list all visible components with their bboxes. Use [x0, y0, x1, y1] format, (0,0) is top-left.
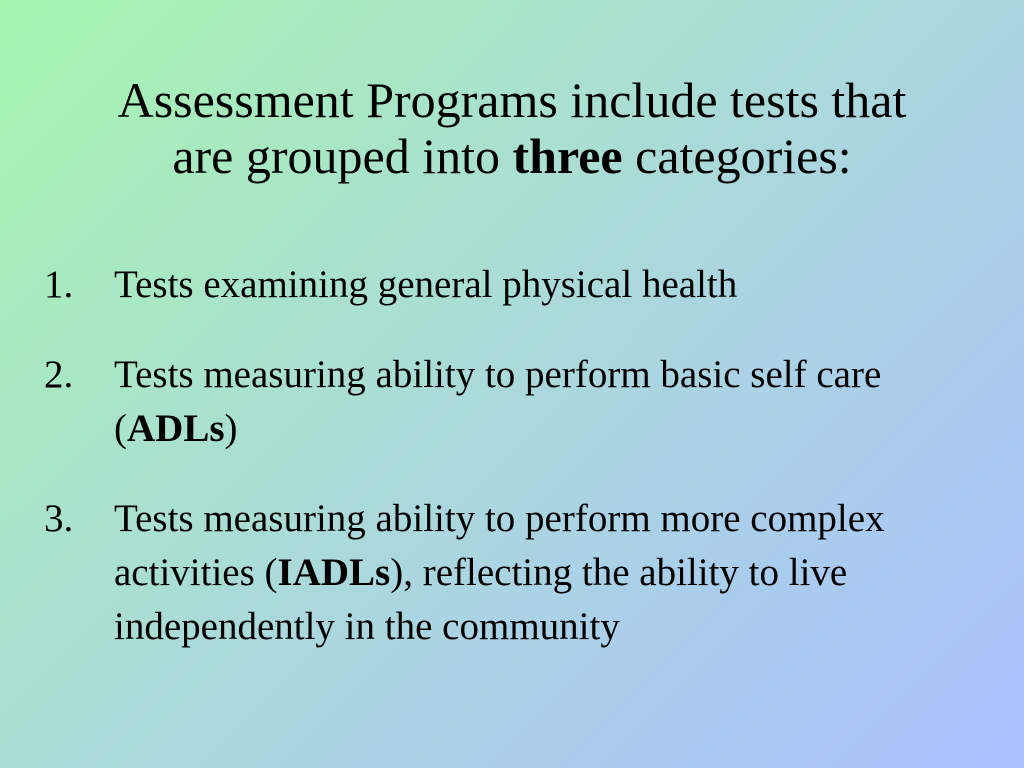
title-line-1: Assessment Programs include tests that	[117, 72, 907, 128]
list-item-bold: ADLs	[127, 407, 225, 450]
list-item-text-pre: Tests measuring ability to perform basic self care (	[114, 353, 882, 450]
list-item-text-pre: Tests measuring ability to perform more complex activities (	[114, 497, 885, 594]
list-item-bold: IADLs	[277, 551, 391, 594]
list-item-number: 1.	[44, 263, 74, 306]
list-item-text	[114, 353, 881, 450]
title-line-2-post: categories:	[622, 128, 852, 184]
list-item-text-post: ), reflecting the ability to live independently in the community	[114, 551, 848, 648]
slide-title	[0, 72, 1024, 184]
list-item	[44, 348, 994, 456]
category-list	[44, 258, 994, 690]
list-item-text-post: )	[224, 407, 238, 450]
list-item	[44, 258, 994, 312]
list-item-text-pre: Tests examining general physical health	[114, 263, 738, 306]
list-item-number: 3.	[44, 497, 74, 540]
title-emphasis: three	[512, 128, 623, 184]
title-line-2-pre: are grouped into	[172, 128, 513, 184]
list-item-number: 2.	[44, 353, 74, 396]
list-item	[44, 492, 994, 654]
list-item-text	[114, 497, 885, 648]
list-item-text	[114, 263, 737, 306]
